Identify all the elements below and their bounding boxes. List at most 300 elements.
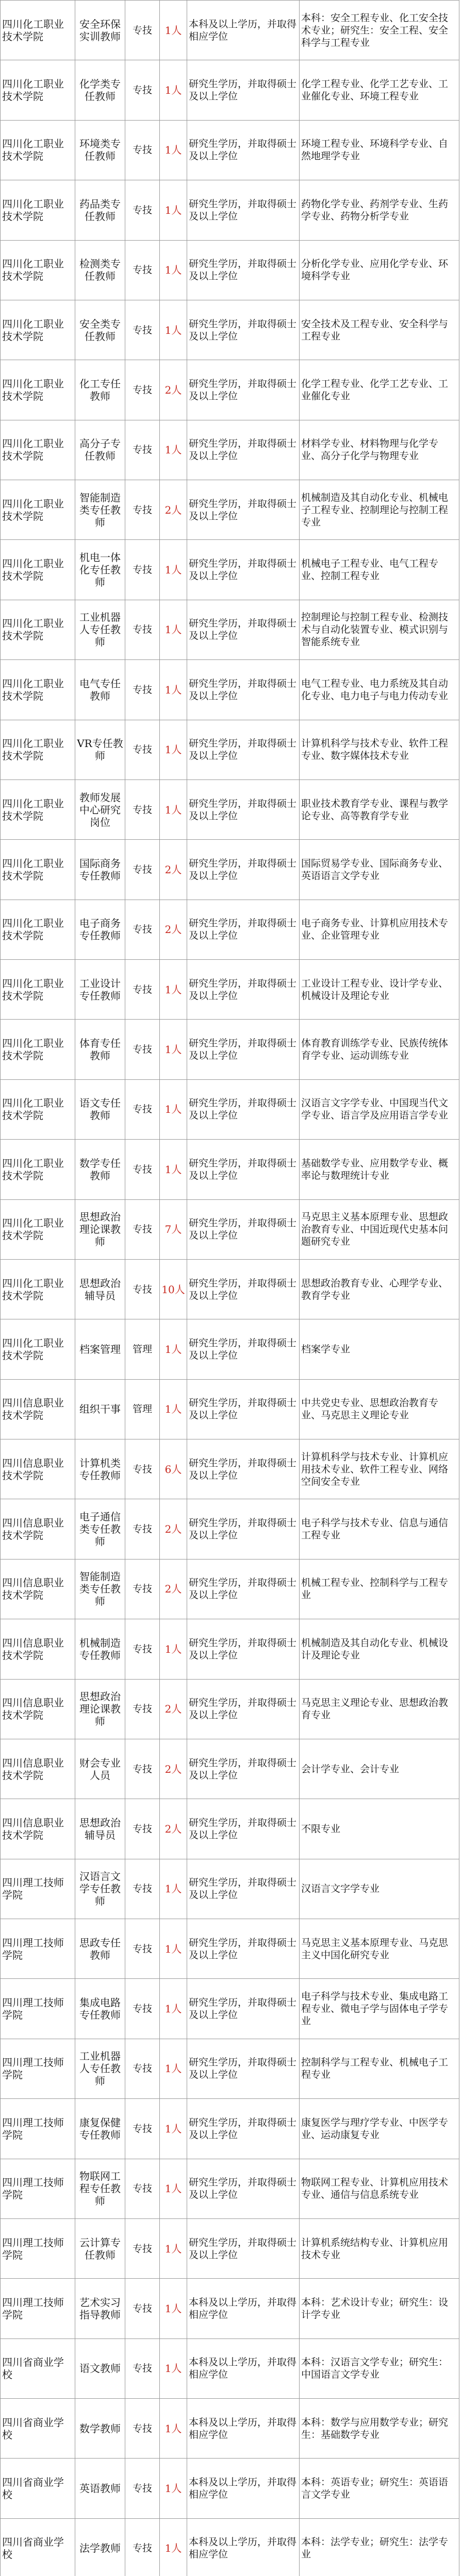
major-cell: 物联网工程专业、计算机应用技术专业、通信与信息系统专业 bbox=[300, 2159, 459, 2218]
table-row bbox=[1, 1499, 459, 1559]
employer-cell: 四川信息职业技术学院 bbox=[1, 1499, 75, 1559]
education-cell: 研究生学历，并取得硕士及以上学位 bbox=[187, 960, 300, 1020]
education-cell: 研究生学历，并取得硕士及以上学位 bbox=[187, 1859, 300, 1919]
education-cell: 研究生学历，并取得硕士及以上学位 bbox=[187, 1319, 300, 1379]
table-row bbox=[1, 1919, 459, 1979]
table-row bbox=[1, 2218, 459, 2278]
table-row bbox=[1, 779, 459, 839]
headcount-cell: 7人 bbox=[160, 1199, 187, 1259]
employer-cell: 四川化工职业技术学院 bbox=[1, 660, 75, 720]
table-row bbox=[1, 1679, 459, 1739]
position-cell: 国际商务专任教师 bbox=[75, 840, 125, 900]
table-row bbox=[1, 1799, 459, 1859]
headcount-cell: 1人 bbox=[160, 1859, 187, 1919]
post-type-cell: 专技 bbox=[125, 2218, 160, 2278]
headcount-cell: 1人 bbox=[160, 420, 187, 480]
headcount-cell: 2人 bbox=[160, 840, 187, 900]
headcount-cell: 1人 bbox=[160, 2099, 187, 2159]
major-cell: 机械电子工程专业、电气工程专业、控制工程专业 bbox=[300, 540, 459, 600]
position-cell: 语文教师 bbox=[75, 2338, 125, 2398]
position-cell: 思想政治辅导员 bbox=[75, 1259, 125, 1319]
table-row bbox=[1, 1859, 459, 1919]
education-cell: 研究生学历，并取得硕士及以上学位 bbox=[187, 1499, 300, 1559]
major-cell: 电子科学与技术专业、集成电路工程专业、微电子学与固体电子学专业 bbox=[300, 1979, 459, 2039]
education-cell: 研究生学历，并取得硕士及以上学位 bbox=[187, 2099, 300, 2159]
table-row bbox=[1, 2518, 459, 2576]
headcount-cell: 1人 bbox=[160, 1140, 187, 1199]
headcount-cell: 1人 bbox=[160, 1079, 187, 1139]
headcount-cell: 10人 bbox=[160, 1259, 187, 1319]
post-type-cell: 专技 bbox=[125, 2159, 160, 2218]
position-cell: 电子商务专任教师 bbox=[75, 900, 125, 959]
employer-cell: 四川化工职业技术学院 bbox=[1, 540, 75, 600]
headcount-cell: 2人 bbox=[160, 1739, 187, 1799]
post-type-cell: 专技 bbox=[125, 2459, 160, 2518]
headcount-cell: 1人 bbox=[160, 779, 187, 839]
employer-cell: 四川信息职业技术学院 bbox=[1, 1679, 75, 1739]
position-cell: 智能制造类专任教师 bbox=[75, 1559, 125, 1619]
post-type-cell: 专技 bbox=[125, 1979, 160, 2039]
education-cell: 研究生学历，并取得硕士及以上学位 bbox=[187, 1919, 300, 1979]
headcount-cell: 1人 bbox=[160, 1020, 187, 1079]
headcount-cell: 1人 bbox=[160, 180, 187, 240]
position-cell: 工业机器人专任教师 bbox=[75, 600, 125, 659]
major-cell: 本科：法学专业；研究生：法学专业 bbox=[300, 2518, 459, 2576]
major-cell: 分析化学专业、应用化学专业、环境科学专业 bbox=[300, 240, 459, 300]
headcount-cell: 2人 bbox=[160, 1679, 187, 1739]
employer-cell: 四川省商业学校 bbox=[1, 2459, 75, 2518]
table-row bbox=[1, 480, 459, 540]
table-row bbox=[1, 900, 459, 959]
position-cell: 智能制造类专任教师 bbox=[75, 480, 125, 540]
position-cell: 英语教师 bbox=[75, 2459, 125, 2518]
employer-cell: 四川信息职业技术学院 bbox=[1, 1799, 75, 1859]
headcount-cell: 1人 bbox=[160, 600, 187, 659]
employer-cell: 四川化工职业技术学院 bbox=[1, 1, 75, 60]
table-row bbox=[1, 360, 459, 420]
employer-cell: 四川信息职业技术学院 bbox=[1, 1439, 75, 1499]
education-cell: 本科及以上学历，并取得相应学位 bbox=[187, 2279, 300, 2338]
position-cell: 云计算专任教师 bbox=[75, 2218, 125, 2278]
education-cell: 研究生学历，并取得硕士及以上学位 bbox=[187, 60, 300, 120]
employer-cell: 四川理工技师学院 bbox=[1, 2039, 75, 2098]
post-type-cell: 专技 bbox=[125, 960, 160, 1020]
post-type-cell: 专技 bbox=[125, 1559, 160, 1619]
position-cell: 高分子专任教师 bbox=[75, 420, 125, 480]
employer-cell: 四川化工职业技术学院 bbox=[1, 1199, 75, 1259]
education-cell: 研究生学历，并取得硕士及以上学位 bbox=[187, 2218, 300, 2278]
post-type-cell: 专技 bbox=[125, 360, 160, 420]
major-cell: 马克思主义基本原理专业、马克思主义中国化研究专业 bbox=[300, 1919, 459, 1979]
table-row bbox=[1, 1439, 459, 1499]
table-row bbox=[1, 2459, 459, 2518]
major-cell: 国际贸易学专业、国际商务专业、英语语言文学专业 bbox=[300, 840, 459, 900]
major-cell: 计算机科学与技术专业、计算机应用技术专业、软件工程专业、网络空间安全专业 bbox=[300, 1439, 459, 1499]
position-cell: VR专任教师 bbox=[75, 720, 125, 779]
education-cell: 研究生学历，并取得硕士及以上学位 bbox=[187, 1679, 300, 1739]
major-cell: 本科：英语专业；研究生：英语语言文学专业 bbox=[300, 2459, 459, 2518]
post-type-cell: 专技 bbox=[125, 1679, 160, 1739]
post-type-cell: 专技 bbox=[125, 1919, 160, 1979]
post-type-cell: 专技 bbox=[125, 600, 160, 659]
major-cell: 本科：汉语言文学专业；研究生：中国语言文学专业 bbox=[300, 2338, 459, 2398]
major-cell: 机械制造及其自动化专业、机械电子工程专业、控制理论与控制工程专业 bbox=[300, 480, 459, 540]
position-cell: 物联网工程专任教师 bbox=[75, 2159, 125, 2218]
major-cell: 化学工程专业、化学工艺专业、工业催化专业 bbox=[300, 360, 459, 420]
education-cell: 研究生学历，并取得硕士及以上学位 bbox=[187, 240, 300, 300]
table-row bbox=[1, 180, 459, 240]
employer-cell: 四川化工职业技术学院 bbox=[1, 960, 75, 1020]
position-cell: 机械制造专任教师 bbox=[75, 1619, 125, 1679]
position-cell: 安全环保实训教师 bbox=[75, 1, 125, 60]
education-cell: 研究生学历，并取得硕士及以上学位 bbox=[187, 779, 300, 839]
post-type-cell: 专技 bbox=[125, 1020, 160, 1079]
education-cell: 研究生学历，并取得硕士及以上学位 bbox=[187, 2039, 300, 2098]
employer-cell: 四川理工技师学院 bbox=[1, 2218, 75, 2278]
major-cell: 机械工程专业、控制科学与工程专业 bbox=[300, 1559, 459, 1619]
table-row bbox=[1, 1739, 459, 1799]
position-cell: 思想政治理论课教师 bbox=[75, 1679, 125, 1739]
position-cell: 检测类专任教师 bbox=[75, 240, 125, 300]
education-cell: 研究生学历，并取得硕士及以上学位 bbox=[187, 420, 300, 480]
employer-cell: 四川理工技师学院 bbox=[1, 2279, 75, 2338]
major-cell: 材料学专业、材料物理与化学专业、高分子化学与物理专业 bbox=[300, 420, 459, 480]
table-row bbox=[1, 1, 459, 60]
employer-cell: 四川化工职业技术学院 bbox=[1, 60, 75, 120]
post-type-cell: 专技 bbox=[125, 779, 160, 839]
post-type-cell: 专技 bbox=[125, 660, 160, 720]
position-cell: 电子通信类专任教师 bbox=[75, 1499, 125, 1559]
table-row bbox=[1, 1559, 459, 1619]
table-row bbox=[1, 840, 459, 900]
post-type-cell: 专技 bbox=[125, 2279, 160, 2338]
post-type-cell: 专技 bbox=[125, 2399, 160, 2459]
major-cell: 档案学专业 bbox=[300, 1319, 459, 1379]
headcount-cell: 1人 bbox=[160, 1619, 187, 1679]
position-cell: 体育专任教师 bbox=[75, 1020, 125, 1079]
education-cell: 研究生学历，并取得硕士及以上学位 bbox=[187, 180, 300, 240]
table-row bbox=[1, 1199, 459, 1259]
education-cell: 本科及以上学历，并取得相应学位 bbox=[187, 2338, 300, 2398]
headcount-cell: 1人 bbox=[160, 2039, 187, 2098]
education-cell: 研究生学历，并取得硕士及以上学位 bbox=[187, 1739, 300, 1799]
education-cell: 本科及以上学历，并取得相应学位 bbox=[187, 2459, 300, 2518]
employer-cell: 四川化工职业技术学院 bbox=[1, 720, 75, 779]
post-type-cell: 专技 bbox=[125, 840, 160, 900]
education-cell: 研究生学历，并取得硕士及以上学位 bbox=[187, 1979, 300, 2039]
position-cell: 思政专任教师 bbox=[75, 1919, 125, 1979]
post-type-cell: 专技 bbox=[125, 1799, 160, 1859]
table-row bbox=[1, 600, 459, 659]
position-cell: 数学专任教师 bbox=[75, 1140, 125, 1199]
table-row bbox=[1, 540, 459, 600]
headcount-cell: 1人 bbox=[160, 2338, 187, 2398]
position-cell: 语文专任教师 bbox=[75, 1079, 125, 1139]
education-cell: 研究生学历，并取得硕士及以上学位 bbox=[187, 1559, 300, 1619]
employer-cell: 四川省商业学校 bbox=[1, 2518, 75, 2576]
position-cell: 安全类专任教师 bbox=[75, 300, 125, 360]
table-row bbox=[1, 2099, 459, 2159]
education-cell: 研究生学历，并取得硕士及以上学位 bbox=[187, 480, 300, 540]
position-cell: 法学教师 bbox=[75, 2518, 125, 2576]
employer-cell: 四川化工职业技术学院 bbox=[1, 840, 75, 900]
position-cell: 档案管理 bbox=[75, 1319, 125, 1379]
major-cell: 药物化学专业、药剂学专业、生药学专业、药物分析学专业 bbox=[300, 180, 459, 240]
table-row bbox=[1, 1140, 459, 1199]
education-cell: 研究生学历，并取得硕士及以上学位 bbox=[187, 840, 300, 900]
headcount-cell: 1人 bbox=[160, 720, 187, 779]
major-cell: 控制理论与控制工程专业、检测技术与自动化装置专业、模式识别与智能系统专业 bbox=[300, 600, 459, 659]
employer-cell: 四川化工职业技术学院 bbox=[1, 180, 75, 240]
headcount-cell: 1人 bbox=[160, 2218, 187, 2278]
position-cell: 工业设计专任教师 bbox=[75, 960, 125, 1020]
post-type-cell: 专技 bbox=[125, 2039, 160, 2098]
major-cell: 马克思主义理论专业、思想政治教育专业 bbox=[300, 1679, 459, 1739]
major-cell: 马克思主义基本原理专业、思想政治教育专业、中国近现代史基本问题研究专业 bbox=[300, 1199, 459, 1259]
employer-cell: 四川信息职业技术学院 bbox=[1, 1739, 75, 1799]
table-row bbox=[1, 2399, 459, 2459]
post-type-cell: 专技 bbox=[125, 180, 160, 240]
education-cell: 研究生学历，并取得硕士及以上学位 bbox=[187, 300, 300, 360]
education-cell: 研究生学历，并取得硕士及以上学位 bbox=[187, 540, 300, 600]
post-type-cell: 专技 bbox=[125, 2338, 160, 2398]
position-cell: 艺术实习指导教师 bbox=[75, 2279, 125, 2338]
employer-cell: 四川省商业学校 bbox=[1, 2338, 75, 2398]
headcount-cell: 1人 bbox=[160, 2279, 187, 2338]
employer-cell: 四川化工职业技术学院 bbox=[1, 900, 75, 959]
headcount-cell: 2人 bbox=[160, 900, 187, 959]
position-cell: 工业机器人专任教师 bbox=[75, 2039, 125, 2098]
major-cell: 基础数学专业、应用数学专业、概率论与数理统计专业 bbox=[300, 1140, 459, 1199]
major-cell: 机械制造及其自动化专业、机械设计及理论专业 bbox=[300, 1619, 459, 1679]
major-cell: 工业设计工程专业、设计学专业、机械设计及理论专业 bbox=[300, 960, 459, 1020]
post-type-cell: 专技 bbox=[125, 60, 160, 120]
table-row bbox=[1, 1379, 459, 1439]
headcount-cell: 2人 bbox=[160, 1799, 187, 1859]
table-row bbox=[1, 300, 459, 360]
headcount-cell: 1人 bbox=[160, 2159, 187, 2218]
employer-cell: 四川理工技师学院 bbox=[1, 1859, 75, 1919]
position-cell: 环境类专任教师 bbox=[75, 120, 125, 180]
position-cell: 化学类专任教师 bbox=[75, 60, 125, 120]
education-cell: 研究生学历，并取得硕士及以上学位 bbox=[187, 2159, 300, 2218]
employer-cell: 四川化工职业技术学院 bbox=[1, 360, 75, 420]
position-cell: 集成电路专任教师 bbox=[75, 1979, 125, 2039]
employer-cell: 四川化工职业技术学院 bbox=[1, 600, 75, 659]
post-type-cell: 专技 bbox=[125, 720, 160, 779]
table-row bbox=[1, 1319, 459, 1379]
education-cell: 研究生学历，并取得硕士及以上学位 bbox=[187, 1140, 300, 1199]
employer-cell: 四川理工技师学院 bbox=[1, 2099, 75, 2159]
major-cell: 控制科学与工程专业、机械电子工程专业 bbox=[300, 2039, 459, 2098]
position-cell: 思想政治理论课教师 bbox=[75, 1199, 125, 1259]
position-cell: 化工专任教师 bbox=[75, 360, 125, 420]
major-cell: 安全技术及工程专业、安全科学与工程专业 bbox=[300, 300, 459, 360]
post-type-cell: 管理 bbox=[125, 1379, 160, 1439]
employer-cell: 四川化工职业技术学院 bbox=[1, 1079, 75, 1139]
post-type-cell: 专技 bbox=[125, 2518, 160, 2576]
position-cell: 组织干事 bbox=[75, 1379, 125, 1439]
education-cell: 研究生学历，并取得硕士及以上学位 bbox=[187, 1199, 300, 1259]
major-cell: 环境工程专业、环境科学专业、自然地理学专业 bbox=[300, 120, 459, 180]
employer-cell: 四川化工职业技术学院 bbox=[1, 1259, 75, 1319]
post-type-cell: 专技 bbox=[125, 1, 160, 60]
table-row bbox=[1, 1259, 459, 1319]
headcount-cell: 1人 bbox=[160, 1979, 187, 2039]
post-type-cell: 专技 bbox=[125, 1140, 160, 1199]
employer-cell: 四川信息职业技术学院 bbox=[1, 1619, 75, 1679]
table-row bbox=[1, 120, 459, 180]
education-cell: 研究生学历，并取得硕士及以上学位 bbox=[187, 1020, 300, 1079]
post-type-cell: 专技 bbox=[125, 1079, 160, 1139]
table-row bbox=[1, 60, 459, 120]
employer-cell: 四川理工技师学院 bbox=[1, 1979, 75, 2039]
post-type-cell: 专技 bbox=[125, 480, 160, 540]
education-cell: 研究生学历，并取得硕士及以上学位 bbox=[187, 360, 300, 420]
post-type-cell: 专技 bbox=[125, 1859, 160, 1919]
employer-cell: 四川化工职业技术学院 bbox=[1, 120, 75, 180]
employer-cell: 四川省商业学校 bbox=[1, 2399, 75, 2459]
position-cell: 教师发展中心研究岗位 bbox=[75, 779, 125, 839]
major-cell: 本科：艺术设计专业；研究生：设计学专业 bbox=[300, 2279, 459, 2338]
major-cell: 电子商务专业、计算机应用技术专业、企业管理专业 bbox=[300, 900, 459, 959]
post-type-cell: 管理 bbox=[125, 1319, 160, 1379]
employer-cell: 四川化工职业技术学院 bbox=[1, 779, 75, 839]
headcount-cell: 1人 bbox=[160, 960, 187, 1020]
major-cell: 职业技术教育学专业、课程与教学论专业、高等教育学专业 bbox=[300, 779, 459, 839]
major-cell: 不限专业 bbox=[300, 1799, 459, 1859]
post-type-cell: 专技 bbox=[125, 240, 160, 300]
post-type-cell: 专技 bbox=[125, 1739, 160, 1799]
position-cell: 财会专业人员 bbox=[75, 1739, 125, 1799]
headcount-cell: 1人 bbox=[160, 2518, 187, 2576]
employer-cell: 四川化工职业技术学院 bbox=[1, 1020, 75, 1079]
employer-cell: 四川化工职业技术学院 bbox=[1, 1319, 75, 1379]
headcount-cell: 1人 bbox=[160, 1, 187, 60]
headcount-cell: 1人 bbox=[160, 300, 187, 360]
position-cell: 计算机类专任教师 bbox=[75, 1439, 125, 1499]
education-cell: 研究生学历，并取得硕士及以上学位 bbox=[187, 1619, 300, 1679]
headcount-cell: 6人 bbox=[160, 1439, 187, 1499]
headcount-cell: 1人 bbox=[160, 120, 187, 180]
headcount-cell: 2人 bbox=[160, 1559, 187, 1619]
major-cell: 会计学专业、会计专业 bbox=[300, 1739, 459, 1799]
position-cell: 机电一体化专任教师 bbox=[75, 540, 125, 600]
table-body bbox=[1, 1, 459, 2576]
table-row bbox=[1, 2279, 459, 2338]
education-cell: 研究生学历，并取得硕士及以上学位 bbox=[187, 120, 300, 180]
post-type-cell: 专技 bbox=[125, 300, 160, 360]
employer-cell: 四川化工职业技术学院 bbox=[1, 1140, 75, 1199]
headcount-cell: 2人 bbox=[160, 360, 187, 420]
table-row bbox=[1, 240, 459, 300]
major-cell: 计算机系统结构专业、计算机应用技术专业 bbox=[300, 2218, 459, 2278]
headcount-cell: 1人 bbox=[160, 2399, 187, 2459]
major-cell: 思想政治教育专业、心理学专业、教育学专业 bbox=[300, 1259, 459, 1319]
post-type-cell: 专技 bbox=[125, 2099, 160, 2159]
headcount-cell: 1人 bbox=[160, 1319, 187, 1379]
position-cell: 数学教师 bbox=[75, 2399, 125, 2459]
education-cell: 本科及以上学历，并取得相应学位 bbox=[187, 2399, 300, 2459]
employer-cell: 四川信息职业技术学院 bbox=[1, 1559, 75, 1619]
headcount-cell: 1人 bbox=[160, 660, 187, 720]
post-type-cell: 专技 bbox=[125, 420, 160, 480]
education-cell: 研究生学历，并取得硕士及以上学位 bbox=[187, 1379, 300, 1439]
position-cell: 汉语言文学专任教师 bbox=[75, 1859, 125, 1919]
education-cell: 研究生学历，并取得硕士及以上学位 bbox=[187, 900, 300, 959]
headcount-cell: 1人 bbox=[160, 60, 187, 120]
post-type-cell: 专技 bbox=[125, 1499, 160, 1559]
post-type-cell: 专技 bbox=[125, 1199, 160, 1259]
table-row bbox=[1, 1020, 459, 1079]
education-cell: 研究生学历，并取得硕士及以上学位 bbox=[187, 720, 300, 779]
major-cell: 体育教育训练学专业、民族传统体育学专业、运动训练专业 bbox=[300, 1020, 459, 1079]
education-cell: 研究生学历，并取得硕士及以上学位 bbox=[187, 1439, 300, 1499]
position-cell: 电气专任教师 bbox=[75, 660, 125, 720]
employer-cell: 四川化工职业技术学院 bbox=[1, 420, 75, 480]
employer-cell: 四川化工职业技术学院 bbox=[1, 300, 75, 360]
major-cell: 本科：数学与应用数学专业；研究生：基础数学专业 bbox=[300, 2399, 459, 2459]
table-row bbox=[1, 720, 459, 779]
table-row bbox=[1, 1979, 459, 2039]
post-type-cell: 专技 bbox=[125, 1259, 160, 1319]
table-row bbox=[1, 1079, 459, 1139]
position-cell: 药品类专任教师 bbox=[75, 180, 125, 240]
major-cell: 计算机科学与技术专业、软件工程专业、数字媒体技术专业 bbox=[300, 720, 459, 779]
post-type-cell: 专技 bbox=[125, 540, 160, 600]
position-cell: 康复保健专任教师 bbox=[75, 2099, 125, 2159]
major-cell: 电子科学与技术专业、信息与通信工程专业 bbox=[300, 1499, 459, 1559]
post-type-cell: 专技 bbox=[125, 1619, 160, 1679]
position-cell: 思想政治辅导员 bbox=[75, 1799, 125, 1859]
headcount-cell: 1人 bbox=[160, 1379, 187, 1439]
major-cell: 本科：安全工程专业、化工安全技术专业；研究生：安全工程、安全科学与工程专业 bbox=[300, 1, 459, 60]
employer-cell: 四川化工职业技术学院 bbox=[1, 240, 75, 300]
education-cell: 研究生学历，并取得硕士及以上学位 bbox=[187, 600, 300, 659]
headcount-cell: 1人 bbox=[160, 1919, 187, 1979]
major-cell: 中共党史专业、思想政治教育专业、马克思主义理论专业 bbox=[300, 1379, 459, 1439]
table-row bbox=[1, 2159, 459, 2218]
education-cell: 本科及以上学历，并取得相应学位 bbox=[187, 2518, 300, 2576]
table-row bbox=[1, 1619, 459, 1679]
education-cell: 研究生学历，并取得硕士及以上学位 bbox=[187, 660, 300, 720]
major-cell: 汉语言文字学专业、中国现当代文学专业、语言学及应用语言学专业 bbox=[300, 1079, 459, 1139]
table-row bbox=[1, 2039, 459, 2098]
major-cell: 康复医学与理疗学专业、中医学专业、运动康复专业 bbox=[300, 2099, 459, 2159]
post-type-cell: 专技 bbox=[125, 900, 160, 959]
education-cell: 研究生学历，并取得硕士及以上学位 bbox=[187, 1079, 300, 1139]
employer-cell: 四川化工职业技术学院 bbox=[1, 480, 75, 540]
table-row bbox=[1, 2338, 459, 2398]
major-cell: 汉语言文字学专业 bbox=[300, 1859, 459, 1919]
employer-cell: 四川理工技师学院 bbox=[1, 2159, 75, 2218]
table-row bbox=[1, 660, 459, 720]
education-cell: 研究生学历，并取得硕士及以上学位 bbox=[187, 1799, 300, 1859]
headcount-cell: 1人 bbox=[160, 240, 187, 300]
post-type-cell: 专技 bbox=[125, 120, 160, 180]
education-cell: 本科及以上学历，并取得相应学位 bbox=[187, 1, 300, 60]
headcount-cell: 2人 bbox=[160, 1499, 187, 1559]
headcount-cell: 1人 bbox=[160, 2459, 187, 2518]
employer-cell: 四川信息职业技术学院 bbox=[1, 1379, 75, 1439]
headcount-cell: 2人 bbox=[160, 480, 187, 540]
employer-cell: 四川理工技师学院 bbox=[1, 1919, 75, 1979]
post-type-cell: 专技 bbox=[125, 1439, 160, 1499]
table-row bbox=[1, 960, 459, 1020]
major-cell: 电气工程专业、电力系统及其自动化专业、电力电子与电力传动专业 bbox=[300, 660, 459, 720]
table-row bbox=[1, 420, 459, 480]
education-cell: 研究生学历，并取得硕士及以上学位 bbox=[187, 1259, 300, 1319]
